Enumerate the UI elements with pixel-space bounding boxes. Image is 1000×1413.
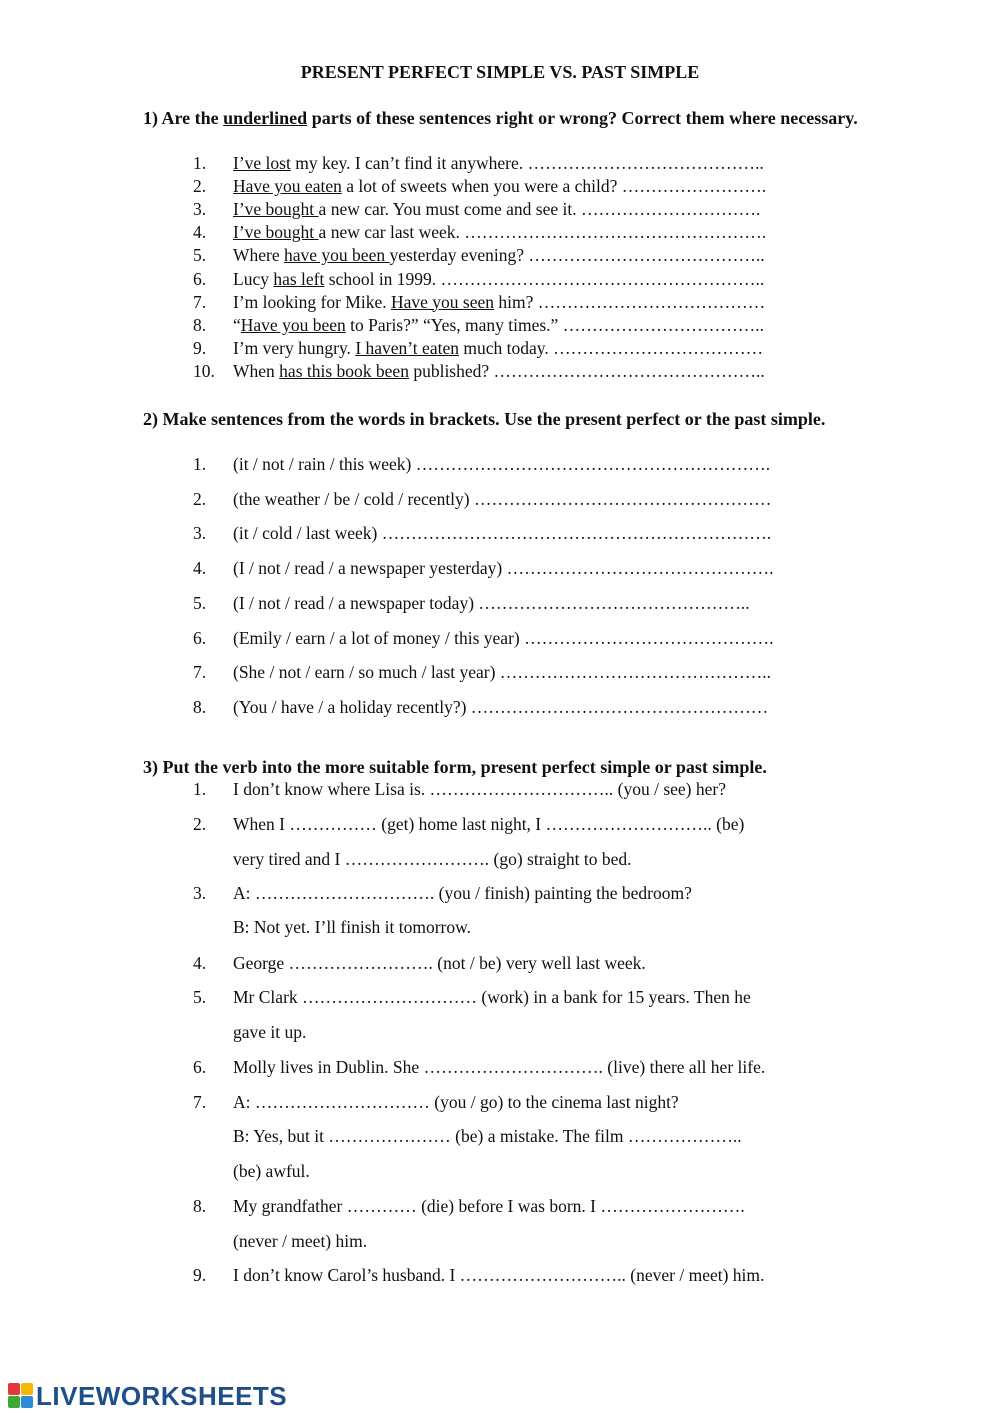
item-text xyxy=(233,199,760,220)
item-text-post: my key. I can’t find it anywhere. ………………………………….. xyxy=(290,153,764,173)
item-number: 8. xyxy=(193,1196,207,1216)
item-number: 4. xyxy=(193,953,207,973)
item-text-underlined: Have you been xyxy=(240,314,346,335)
item-text-pre: I’m looking for Mike. xyxy=(233,291,391,312)
item-text-underlined: I’ve bought xyxy=(233,222,319,243)
item-text-post: a new car last week. ……………………………………………. xyxy=(318,222,767,243)
item-text-post: a lot of sweets when you were a child? ……………………. xyxy=(341,176,767,197)
item-text: very tired and I ……………………. (go) straight to bed. xyxy=(233,849,632,869)
item-text-underlined: Have you eaten xyxy=(233,176,342,197)
section1-instruction-underlined: underlined xyxy=(223,108,308,128)
liveworksheets-logo xyxy=(8,1380,287,1412)
item-text-underlined: Have you seen xyxy=(390,291,494,312)
item-text-underlined: I haven’t eaten xyxy=(355,337,459,358)
item-number: 9. xyxy=(193,1265,207,1285)
item-text: (You / have / a holiday recently?) …………………………………………… xyxy=(233,696,769,717)
item-text-post: a new car. You must come and see it. …………………………. xyxy=(318,199,761,220)
section1-instruction xyxy=(143,107,863,130)
item-text xyxy=(233,338,763,359)
item-text xyxy=(233,292,765,313)
item-text-post: school in 1999. ……………………………………………….. xyxy=(324,268,765,289)
section1-instruction-post: parts of these sentences right or wrong? Correct them where necessary. xyxy=(307,108,858,128)
item-text-pre: Where xyxy=(233,245,285,266)
item-text-post: yesterday evening? ………………………………….. xyxy=(389,245,765,266)
item-text: Mr Clark ………………………… (work) in a bank for 15 years. Then he xyxy=(233,987,751,1007)
item-text: I don’t know where Lisa is. ………………………….. (you / see) her? xyxy=(233,779,726,799)
item-text xyxy=(233,245,765,266)
item-text: George ……………………. (not / be) very well last week. xyxy=(233,953,646,973)
item-number: 5. xyxy=(193,592,207,613)
item-text-underlined: has this book been xyxy=(279,360,409,381)
item-text: Molly lives in Dublin. She …………………………. (live) there all her life. xyxy=(233,1057,766,1077)
item-text-post: him? ………………………………… xyxy=(494,291,766,312)
item-number: 6. xyxy=(193,627,207,648)
item-text-post: published? ……………………………………….. xyxy=(408,360,765,381)
item-text xyxy=(233,153,764,174)
item-number: 1. xyxy=(193,454,207,474)
item-text-post: much today. ……………………………… xyxy=(458,337,764,358)
item-text: gave it up. xyxy=(233,1022,307,1042)
item-text xyxy=(233,315,764,336)
item-text-underlined: have you been xyxy=(284,245,390,266)
item-text xyxy=(233,269,764,290)
page-title: PRESENT PERFECT SIMPLE VS. PAST SIMPLE xyxy=(300,62,700,82)
item-number: 2. xyxy=(193,814,207,834)
item-number: 4. xyxy=(193,222,207,243)
liveworksheets-logo-text: LIVEWORKSHEETS xyxy=(36,1380,288,1411)
item-text-underlined: has left xyxy=(273,268,325,289)
item-number: 8. xyxy=(193,314,207,335)
item-text: (the weather / be / cold / recently) …………………………………………… xyxy=(233,488,772,509)
item-text: (it / not / rain / this week) ……………………………………………………. xyxy=(233,454,771,474)
item-number: 5. xyxy=(193,987,207,1007)
item-number: 9. xyxy=(193,337,207,358)
item-number: 1. xyxy=(193,153,207,173)
item-text: (I / not / read / a newspaper yesterday) ………………………………………. xyxy=(233,558,774,579)
item-text: B: Yes, but it ………………… (be) a mistake. The film ……………….. xyxy=(233,1126,742,1146)
item-text-pre: Lucy xyxy=(233,268,274,289)
item-number: 10. xyxy=(193,360,215,381)
item-number: 4. xyxy=(193,558,207,579)
item-number: 6. xyxy=(193,268,207,289)
item-text-pre: I’m very hungry. xyxy=(233,337,356,358)
item-number: 7. xyxy=(193,1092,207,1112)
item-text: My grandfather ………… (die) before I was born. I ……………………. xyxy=(233,1196,745,1216)
item-text: B: Not yet. I’ll finish it tomorrow. xyxy=(233,917,472,937)
item-text-underlined: I’ve lost xyxy=(233,153,291,173)
section1-instruction-pre: 1) Are the xyxy=(143,108,224,128)
section3-instruction: 3) Put the verb into the more suitable form, present perfect simple or past simple. xyxy=(143,757,767,777)
liveworksheets-logo-icon xyxy=(8,1383,34,1409)
item-text xyxy=(233,222,766,243)
item-text-post: to Paris?” “Yes, many times.” …………………………….. xyxy=(345,314,764,335)
item-text-underlined: I’ve bought xyxy=(233,199,319,220)
section2-instruction: 2) Make sentences from the words in brackets. Use the present perfect or the past simple. xyxy=(143,409,826,429)
item-number: 7. xyxy=(193,662,207,683)
item-number: 3. xyxy=(193,199,207,220)
item-text xyxy=(233,361,765,382)
item-text: (Emily / earn / a lot of money / this year) ……………………………………. xyxy=(233,627,774,648)
item-number: 5. xyxy=(193,245,207,266)
item-text: When I …………… (get) home last night, I ……………………….. (be) xyxy=(233,814,745,834)
item-text: (be) awful. xyxy=(233,1161,310,1181)
item-number: 7. xyxy=(193,291,207,312)
item-text: I don’t know Carol’s husband. I ……………………….. (never / meet) him. xyxy=(233,1265,765,1285)
item-number: 2. xyxy=(193,488,207,509)
item-number: 3. xyxy=(193,523,207,544)
item-text-pre: When xyxy=(233,360,280,381)
item-number: 2. xyxy=(193,176,207,197)
item-text: A: …………………………. (you / finish) painting the bedroom? xyxy=(233,883,692,903)
item-text-pre: “ xyxy=(233,314,241,335)
item-number: 3. xyxy=(193,883,207,903)
item-text: A: ………………………… (you / go) to the cinema last night? xyxy=(233,1092,679,1112)
item-text: (never / meet) him. xyxy=(233,1231,368,1251)
item-number: 1. xyxy=(193,779,207,799)
item-text: (it / cold / last week) …………………………………………………………. xyxy=(233,523,772,544)
item-text xyxy=(233,176,766,197)
item-text: (I / not / read / a newspaper today) ……………………………………….. xyxy=(233,592,750,613)
item-number: 8. xyxy=(193,696,207,717)
item-text: (She / not / earn / so much / last year) ……………………………………….. xyxy=(233,662,772,683)
item-number: 6. xyxy=(193,1057,207,1077)
